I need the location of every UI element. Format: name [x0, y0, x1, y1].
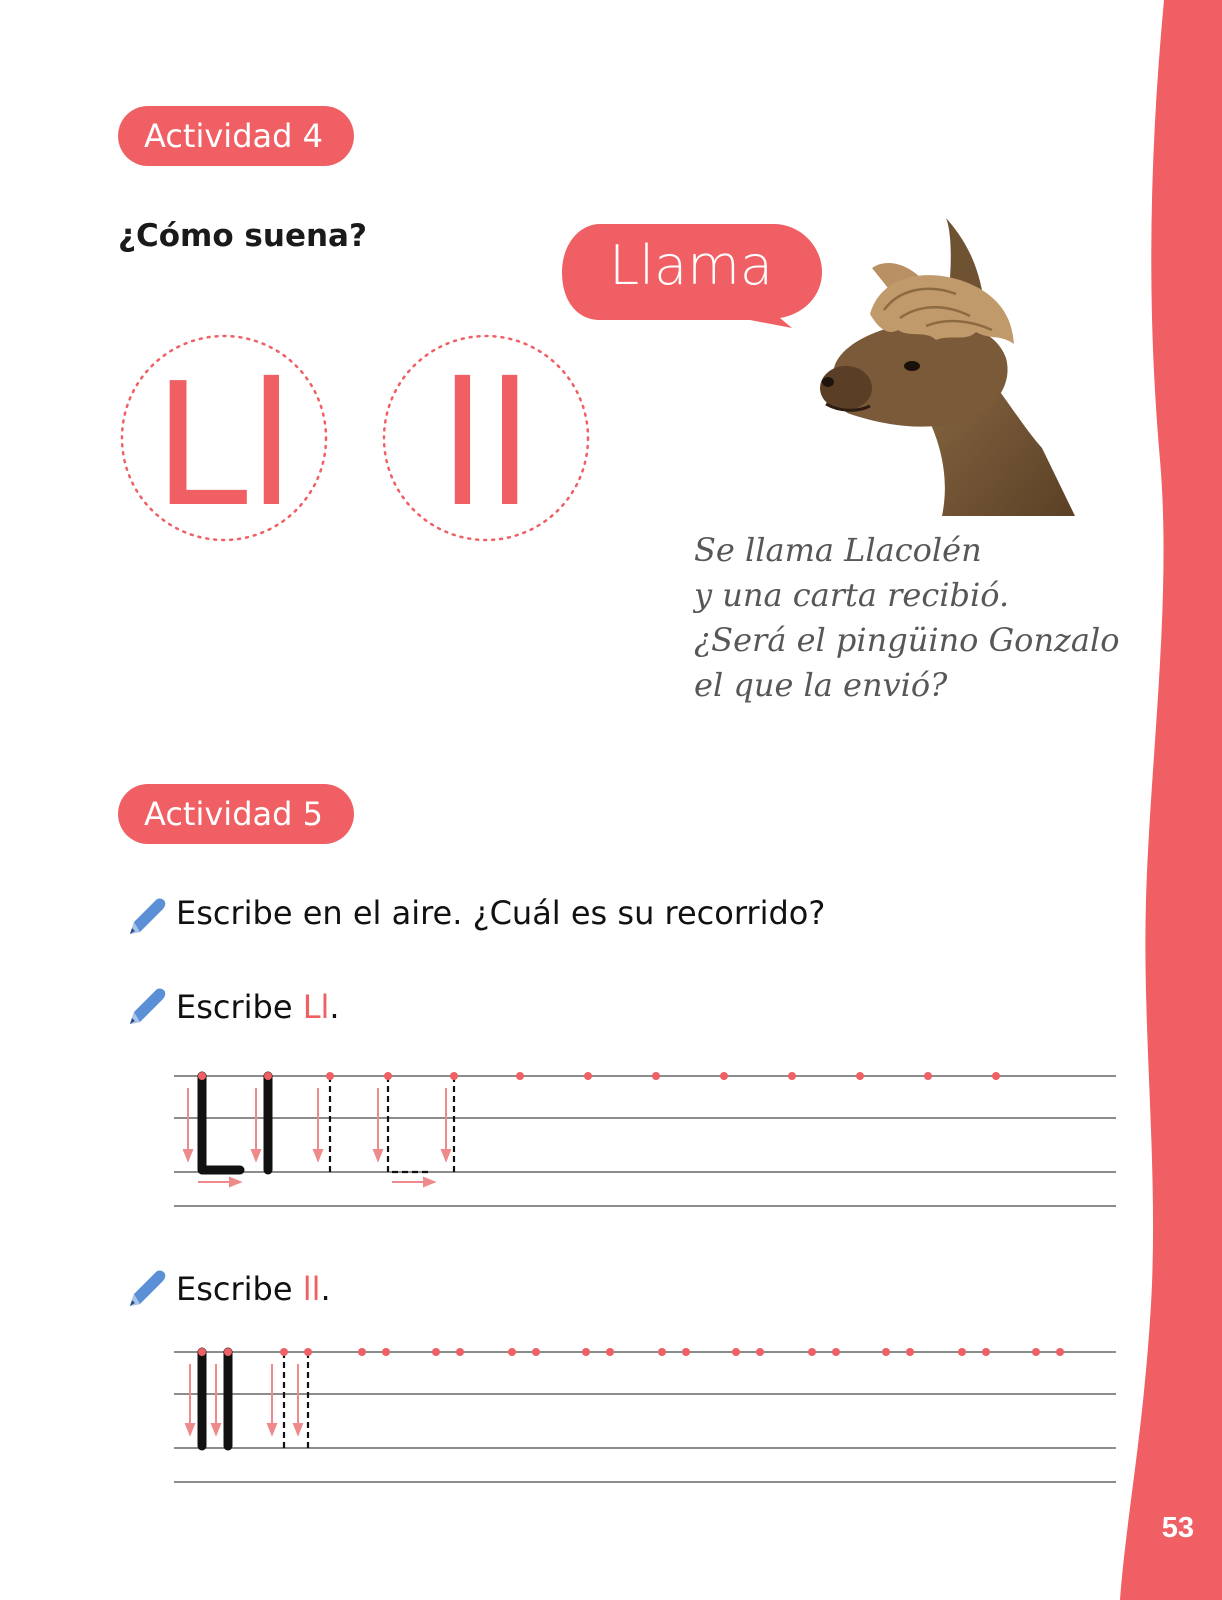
llama-image	[800, 218, 1078, 516]
instruction-prefix: Escribe	[176, 988, 303, 1026]
instruction-letter: Ll	[302, 988, 330, 1026]
letter-circle-lower	[378, 334, 598, 554]
poem-line: ¿Será el pingüino Gonzalo	[694, 621, 1120, 659]
instruction-write-lower	[176, 1270, 331, 1308]
letter-lower: ll	[438, 347, 534, 545]
activity-4-badge: Actividad 4	[118, 106, 354, 166]
question-heading: ¿Cómo suena?	[118, 218, 367, 254]
instruction-write-upper	[176, 988, 340, 1026]
instruction-suffix: .	[320, 1270, 331, 1308]
letter-upper: Ll	[153, 347, 295, 545]
writing-lines-upper[interactable]	[170, 1060, 1120, 1220]
pencil-icon	[124, 986, 168, 1030]
poem-line: el que la envió?	[694, 666, 948, 704]
instruction-air: Escribe en el aire. ¿Cuál es su recorrido?	[176, 894, 826, 932]
poem-line: Se llama Llacolén	[694, 531, 982, 569]
writing-lines-lower[interactable]	[170, 1338, 1120, 1498]
instruction-suffix: .	[329, 988, 340, 1026]
instruction-prefix: Escribe	[176, 1270, 303, 1308]
pencil-icon	[124, 896, 168, 940]
poem	[694, 528, 1119, 708]
activity-5-badge: Actividad 5	[118, 784, 354, 844]
speech-bubble-text: Llama	[609, 234, 773, 297]
poem-line: y una carta recibió.	[694, 576, 1010, 614]
letter-circle-upper	[116, 334, 336, 554]
pencil-icon	[124, 1268, 168, 1312]
page-number: 53	[1161, 1512, 1194, 1544]
instruction-letter: ll	[302, 1270, 321, 1308]
